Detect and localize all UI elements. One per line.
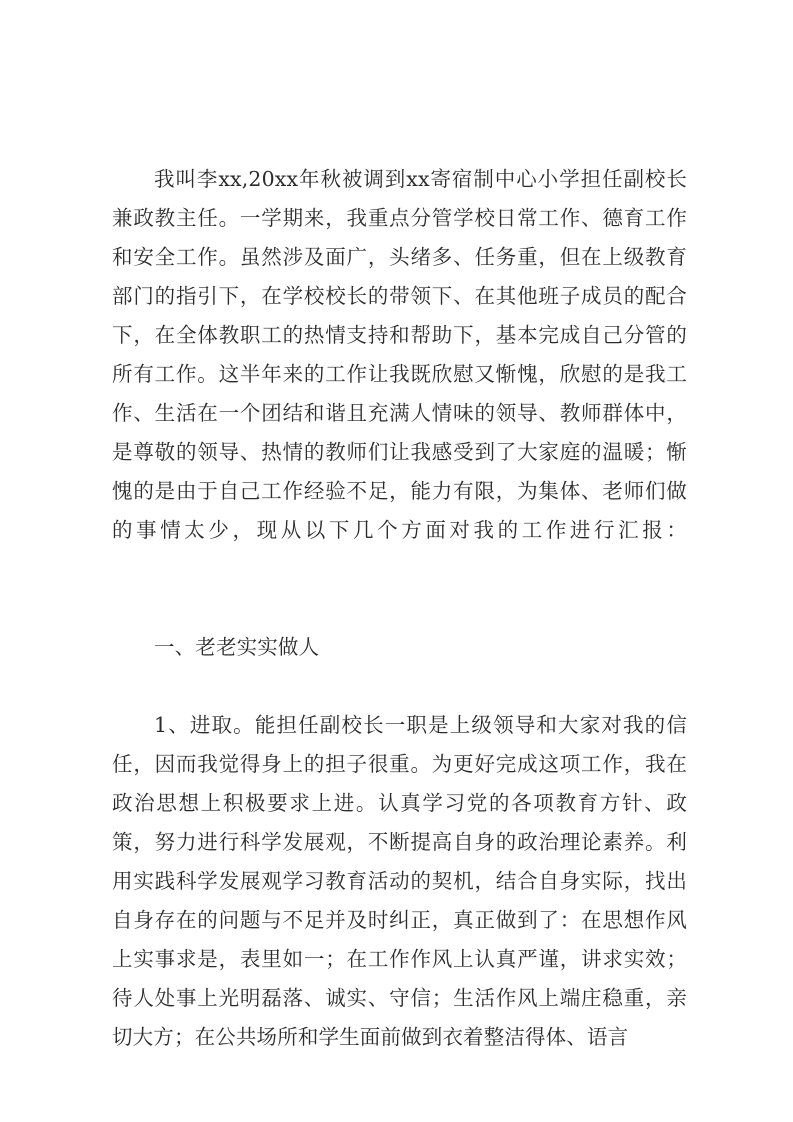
spacer-after-heading xyxy=(112,667,687,706)
section-heading-1: 一、老老实实做人 xyxy=(154,635,320,659)
spacer-before-heading xyxy=(112,589,687,628)
document-text-body xyxy=(112,160,687,1057)
item-1-paragraph: 1、进取。能担任副校长一职是上级领导和大家对我的信任，因而我觉得身上的担子很重。为更好完成这项工作，我在政治思想上积极要求上进。认真学习党的各项教育方针、政策，努力进行科学发展观，不断提高自身的政治理论素养。利用实践科学发展观学习教育活动的契机，结合自身实际，找出自身存在的问题与不足并及时纠正，真正做到了：在思想作风上实事求是，表里如一；在工作作风上认真严谨，讲求实效；待人处事上光明磊落、诚实、守信；生活作风上端庄稳重，亲切大方；在公共场所和学生面前做到衣着整洁得体、语言 xyxy=(112,713,687,1049)
intro-paragraph: 我叫李xx,20xx年秋被调到xx寄宿制中心小学担任副校长兼政教主任。一学期来，我重点分管学校日常工作、德育工作和安全工作。虽然涉及面广，头绪多、任务重，但在上级教育部门的指引下，在学校校长的带领下、在其他班子成员的配合下，在全体教职工的热情支持和帮助下，基本完成自己分管的所有工作。这半年来的工作让我既欣慰又惭愧，欣慰的是我工作、生活在一个团结和谐且充满人情味的领导、教师群体中，是尊敬的领导、热情的教师们让我感受到了大家庭的温暖；惭愧的是由于自己工作经验不足，能力有限，为集体、老师们做的事情太少，现从以下几个方面对我的工作进行汇报： xyxy=(112,167,687,542)
